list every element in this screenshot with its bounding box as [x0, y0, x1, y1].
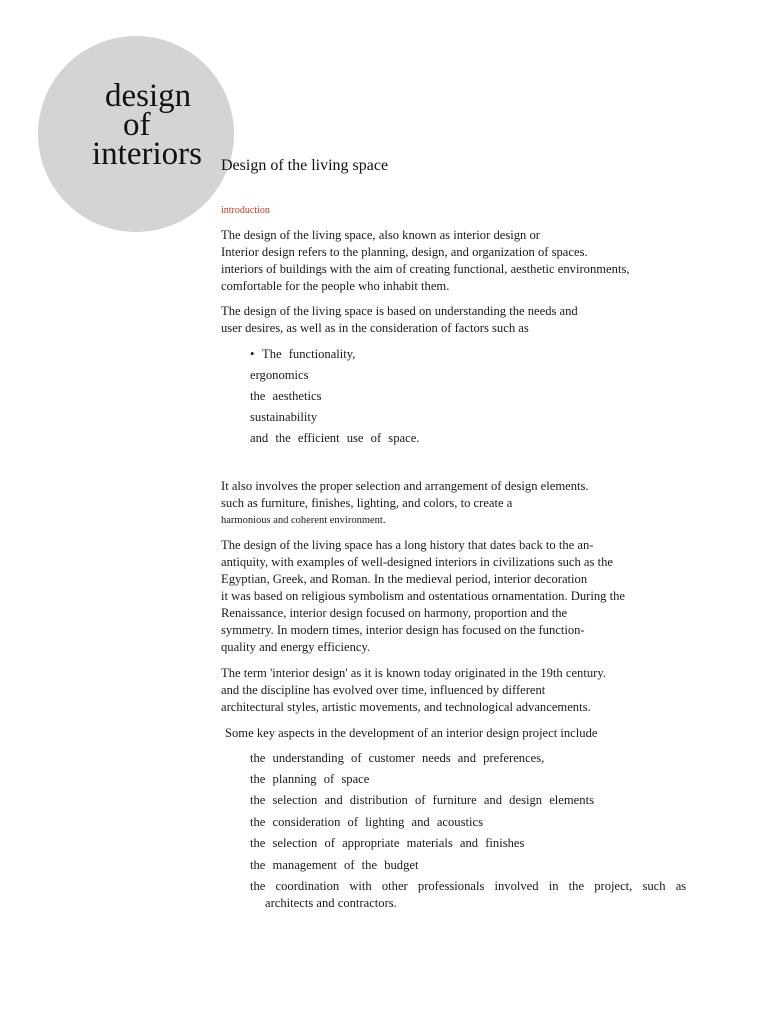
text-line: Renaissance, interior design focused on harmony, proportion and the [221, 606, 568, 620]
aspects-intro [225, 725, 597, 742]
text-line: architectural styles, artistic movements, and technological advancements. [221, 700, 591, 714]
logo-text-line-1: design [105, 78, 192, 114]
text-line: comfortable for the people who inhabit them. [221, 279, 450, 293]
list-item: sustainability [250, 410, 318, 424]
text-line: it was based on religious symbolism and ostentatious ornamentation. During the [221, 589, 625, 603]
paragraph-3 [221, 478, 589, 529]
list-item: and the efficient use of space. [250, 431, 420, 445]
list-item: the coordination with other professionals involved in the project, such as [250, 879, 687, 893]
list-item: the consideration of lighting and acoustics [250, 815, 483, 829]
text-line: quality and energy efficiency. [221, 640, 371, 654]
list-item: the management of the budget [250, 858, 419, 872]
text-line: The design of the living space is based on understanding the needs and [221, 304, 578, 318]
text-line: The term 'interior design' as it is known today originated in the 19th century. [221, 666, 606, 680]
logo-text-line-3: interiors [92, 136, 202, 172]
paragraph-4 [221, 537, 625, 656]
paragraph-2 [221, 303, 578, 337]
section-label-introduction: introduction [221, 205, 270, 216]
list-item-continuation: architects and contractors. [265, 896, 397, 910]
text-line: antiquity, with examples of well-designed interiors in civilizations such as the [221, 555, 613, 569]
text-line: Egyptian, Greek, and Roman. In the medieval period, interior decoration [221, 572, 588, 586]
text-line: harmonious and coherent environment. [221, 515, 386, 526]
text-line: symmetry. In modern times, interior design has focused on the function- [221, 623, 585, 637]
paragraph-5 [221, 665, 606, 716]
logo-text-line-2: of [123, 107, 151, 143]
text-line: It also involves the proper selection and arrangement of design elements. [221, 479, 589, 493]
text-line: Some key aspects in the development of an interior design project include [225, 726, 598, 740]
list-item-text: The functionality, [262, 347, 356, 361]
list-item: ergonomics [250, 368, 309, 382]
list-item: the understanding of customer needs and preferences, [250, 751, 545, 765]
text-line: such as furniture, finishes, lighting, and colors, to create a [221, 496, 513, 510]
list-item: the selection and distribution of furniture and design elements [250, 793, 594, 807]
paragraph-1 [221, 227, 630, 295]
list-item: the selection of appropriate materials and finishes [250, 836, 525, 850]
list-item: the planning of space [250, 772, 370, 786]
text-line: user desires, as well as in the consideration of factors such as [221, 321, 529, 335]
list-item [250, 346, 355, 363]
bullet-icon: • [250, 347, 255, 361]
text-line: The design of the living space has a long history that dates back to the an- [221, 538, 594, 552]
text-line: Interior design refers to the planning, design, and organization of spaces. [221, 245, 588, 259]
text-line: interiors of buildings with the aim of creating functional, aesthetic environments, [221, 262, 630, 276]
page-title: Design of the living space [221, 157, 389, 174]
list-item: the aesthetics [250, 389, 322, 403]
text-line: The design of the living space, also known as interior design or [221, 228, 540, 242]
text-line: and the discipline has evolved over time, influenced by different [221, 683, 546, 697]
